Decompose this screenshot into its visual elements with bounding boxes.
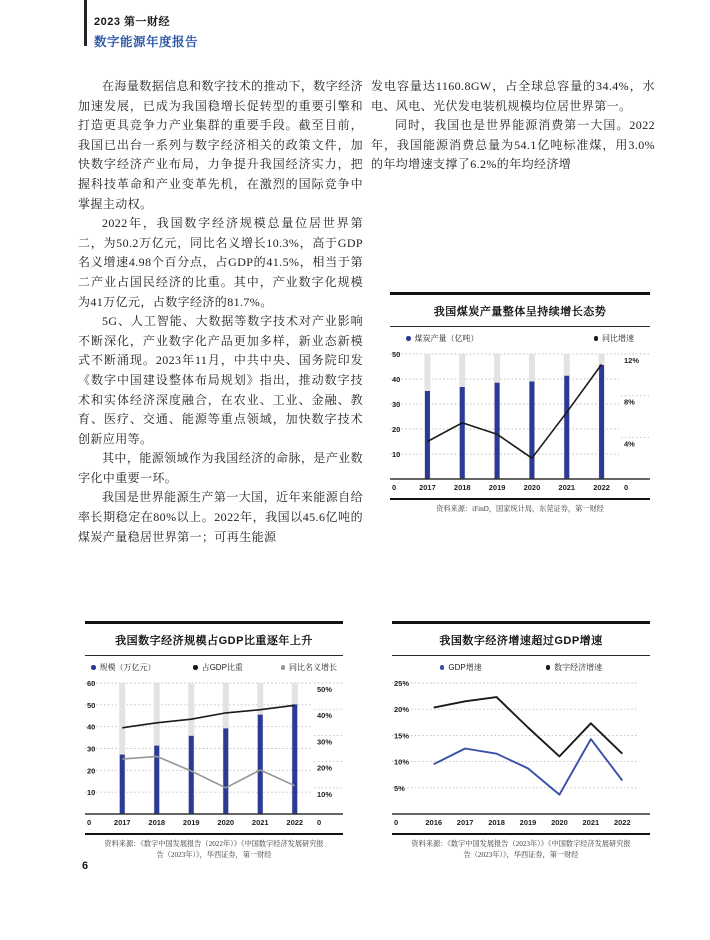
svg-text:30: 30 — [392, 400, 401, 409]
chart-source: 资料来源：《数字中国发展报告（2022年）》《中国数字经济发展研究报告（2023年）》，华西证券，第一财经 — [104, 840, 324, 859]
paragraph: 发电容量达1160.8GW，占全球总容量的34.4%，水电、风电、光伏发电装机规模均位居世界第一。 — [371, 79, 655, 113]
chart-legend — [85, 656, 343, 675]
svg-text:50%: 50% — [317, 685, 333, 694]
chart-plot — [85, 675, 343, 833]
legend-item — [594, 333, 635, 344]
svg-text:8%: 8% — [624, 397, 635, 407]
chart-plot — [390, 346, 650, 498]
svg-text:5%: 5% — [394, 783, 405, 793]
legend-dot-icon — [193, 665, 198, 670]
legend-item — [193, 662, 243, 673]
masthead-rule — [84, 0, 87, 46]
legend-item — [440, 662, 482, 673]
svg-text:2019: 2019 — [519, 818, 537, 827]
digital-economy-gdp-share-chart — [85, 621, 343, 860]
svg-text:0: 0 — [392, 483, 397, 492]
svg-text:0: 0 — [624, 483, 629, 492]
legend-dot-icon — [281, 665, 286, 670]
legend-label: 同比名义增长 — [289, 663, 337, 672]
svg-text:15%: 15% — [394, 731, 410, 741]
svg-text:2018: 2018 — [453, 483, 471, 492]
svg-text:0: 0 — [394, 818, 399, 827]
svg-text:10: 10 — [392, 450, 401, 459]
legend-item — [91, 662, 156, 673]
svg-text:10%: 10% — [317, 789, 333, 799]
legend-label: 同比增速 — [602, 334, 634, 343]
svg-text:20%: 20% — [394, 705, 410, 715]
svg-text:60: 60 — [87, 679, 96, 688]
masthead-report-title: 数字能源年度报告 — [94, 35, 199, 49]
svg-text:2021: 2021 — [251, 818, 269, 827]
legend-label: GDP增速 — [448, 663, 482, 672]
svg-text:20: 20 — [392, 425, 401, 434]
legend-label: 占GDP比重 — [201, 663, 243, 672]
svg-text:2020: 2020 — [551, 818, 568, 827]
chart-legend — [392, 656, 650, 675]
svg-text:0: 0 — [87, 818, 92, 827]
legend-item — [281, 662, 338, 673]
svg-text:2021: 2021 — [558, 483, 576, 492]
legend-dot-icon — [91, 665, 96, 670]
legend-dot-icon — [594, 336, 599, 341]
chart-source: 资料来源：iFinD，国家统计局，东莞证券，第一财经 — [436, 505, 604, 513]
legend-item — [406, 333, 479, 344]
svg-text:2022: 2022 — [286, 818, 304, 827]
legend-dot-icon — [440, 665, 445, 670]
paragraph: 2022年，我国数字经济规模总量位居世界第二，为50.2万亿元，同比名义增长10.3%，高于GDP名义增速4.98个百分点，占GDP的41.5%，相当于第二产业占国民经济的比重。其中，产业数字化规模为41万亿元，占数字经济的81.7%。 — [78, 216, 363, 309]
digital-economy-growth-chart — [392, 621, 650, 860]
svg-text:2021: 2021 — [582, 818, 600, 827]
svg-text:20%: 20% — [317, 763, 333, 773]
chart-title: 我国数字经济规模占GDP比重逐年上升 — [115, 635, 313, 647]
svg-text:25%: 25% — [394, 679, 410, 688]
svg-text:2022: 2022 — [593, 483, 610, 492]
coal-output-chart — [390, 292, 650, 515]
svg-text:20: 20 — [87, 766, 96, 776]
legend-label: 数字经济增速 — [554, 663, 603, 672]
svg-text:2018: 2018 — [488, 818, 505, 827]
text-column-right — [371, 77, 655, 175]
svg-text:2017: 2017 — [113, 818, 131, 827]
svg-text:40: 40 — [392, 375, 401, 384]
legend-label: 煤炭产量（亿吨） — [414, 334, 479, 343]
chart-source: 资料来源：《数字中国发展报告（2023年）》《中国数字经济发展研究报告（2023年）》，华西证券，第一财经 — [411, 840, 631, 859]
svg-text:2016: 2016 — [425, 818, 443, 827]
text-column-left — [78, 77, 363, 547]
legend-dot-icon — [406, 336, 411, 341]
svg-text:2020: 2020 — [523, 483, 541, 492]
paragraph: 其中，能源领域作为我国经济的命脉，是产业数字化中重要一环。 — [78, 451, 363, 485]
chart-title: 我国数字经济增速超过GDP增速 — [439, 635, 603, 647]
svg-text:30: 30 — [87, 744, 96, 754]
paragraph: 同时，我国也是世界能源消费第一大国。2022年，我国能源消费总量为54.1亿吨标准煤，用3.0%的年均增速支撑了6.2%的年均经济增 — [371, 118, 655, 172]
svg-text:2018: 2018 — [148, 818, 166, 827]
svg-text:0: 0 — [317, 818, 322, 827]
svg-text:12%: 12% — [624, 356, 640, 365]
svg-text:2017: 2017 — [419, 483, 436, 492]
chart-plot — [392, 675, 650, 833]
svg-text:40%: 40% — [317, 711, 333, 721]
svg-text:2019: 2019 — [488, 483, 506, 492]
svg-text:30%: 30% — [317, 737, 333, 747]
masthead-brand: 2023 第一财经 — [94, 16, 171, 28]
legend-dot-icon — [546, 665, 551, 670]
paragraph: 5G、人工智能、大数据等数字技术对产业影响不断深化，产业数字化产品更加多样，新业态新模式不断涌现。2023年11月，中共中央、国务院印发《数字中国建设整体布局规划》指出，推动数字技术和实体经济深度融合，在农业、工业、金融、教育、医疗、交通、能源等重点领域，加快数字技术创新应用等。 — [78, 314, 363, 446]
page-number: 6 — [82, 860, 89, 872]
legend-item — [546, 662, 603, 673]
paragraph: 在海量数据信息和数字技术的推动下，数字经济加速发展，已成为我国稳增长促转型的重要引擎和打造更具竞争力产业集群的重要手段。截至目前，我国已出台一系列与数字经济相关的政策文件，加快数字经济产业布局，力争提升我国经济实力，把握科技革命和产业变革先机，在激烈的国际竞争中掌握主动权。 — [78, 79, 363, 211]
svg-text:2022: 2022 — [613, 818, 631, 827]
svg-text:50: 50 — [392, 350, 401, 359]
svg-text:2019: 2019 — [182, 818, 200, 827]
legend-label: 规模（万亿元） — [99, 663, 156, 672]
svg-text:10%: 10% — [394, 757, 410, 767]
masthead — [94, 13, 198, 50]
svg-text:50: 50 — [87, 700, 96, 710]
svg-text:10: 10 — [87, 788, 96, 798]
svg-text:2020: 2020 — [217, 818, 235, 827]
paragraph: 我国是世界能源生产第一大国，近年来能源自给率长期稳定在80%以上。2022年，我国以45.6亿吨的煤炭产量稳居世界第一；可再生能源 — [78, 490, 363, 544]
svg-text:4%: 4% — [624, 439, 635, 449]
chart-title: 我国煤炭产量整体呈持续增长态势 — [433, 306, 607, 318]
chart-legend — [390, 327, 650, 346]
svg-text:2017: 2017 — [456, 818, 474, 827]
svg-text:40: 40 — [87, 722, 96, 732]
